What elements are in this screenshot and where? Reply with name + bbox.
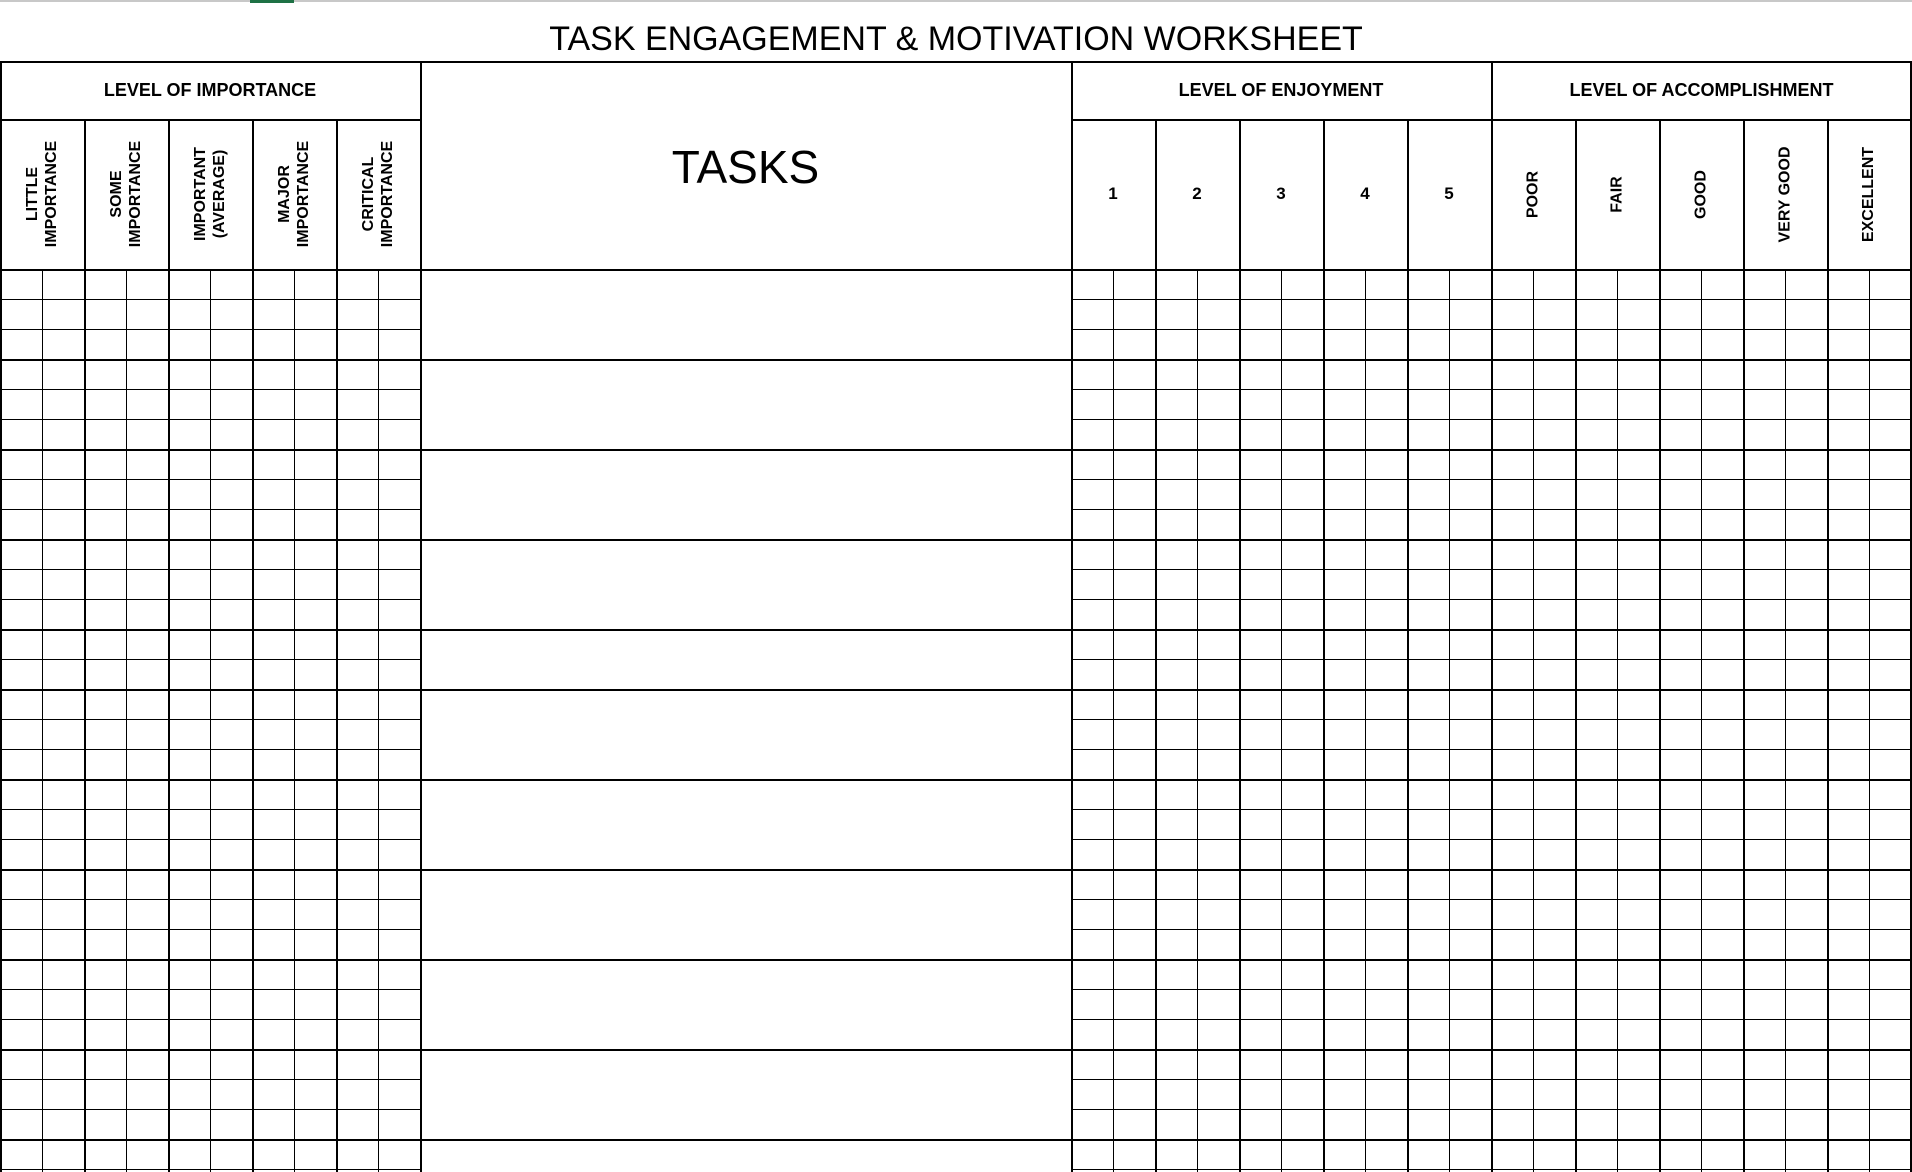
importance-header-1 [0, 119, 84, 269]
grid-row-border [1071, 299, 1912, 300]
grid-row-border [1071, 1079, 1912, 1080]
task-row-cell[interactable] [422, 361, 1071, 449]
grid-row-border [0, 989, 420, 990]
column-border [1323, 119, 1325, 1172]
importance-header-4 [252, 119, 336, 269]
accomplishment-header-label: VERY GOOD [1776, 145, 1794, 243]
sub-column-border [210, 269, 211, 1172]
grid-row-border [0, 389, 420, 390]
enjoyment-header-2: 2 [1192, 184, 1202, 203]
tasks-header: TASKS [671, 141, 820, 193]
column-border [84, 119, 86, 1172]
task-row-cell[interactable] [422, 541, 1071, 629]
grid-row-border [1071, 809, 1912, 810]
grid-row-border [1071, 569, 1912, 570]
accomplishment-header-3 [1659, 119, 1743, 269]
sub-column-border [1785, 269, 1786, 1172]
group-header-enjoyment: LEVEL OF ENJOYMENT [1178, 80, 1384, 100]
enjoyment-header-4: 4 [1360, 184, 1370, 203]
grid-row-border [0, 749, 420, 750]
task-row-border [0, 1139, 1912, 1141]
sub-column-border [126, 269, 127, 1172]
task-row-cell[interactable] [422, 631, 1071, 689]
accomplishment-header-5 [1827, 119, 1911, 269]
grid-row-border [1071, 659, 1912, 660]
grid-row-border [1071, 899, 1912, 900]
sub-column-border [1197, 269, 1198, 1172]
task-row-cell[interactable] [422, 1051, 1071, 1139]
task-row-cell[interactable] [422, 451, 1071, 539]
grid-row-border [0, 899, 420, 900]
grid-row-border [1071, 1169, 1912, 1170]
importance-header-5 [336, 119, 420, 269]
accomplishment-header-label: GOOD [1692, 169, 1710, 219]
enjoyment-header-5: 5 [1444, 184, 1454, 203]
task-row-cell[interactable] [422, 871, 1071, 959]
importance-header-line: SOME [108, 170, 125, 218]
grid-row-border [0, 1109, 420, 1110]
column-border [1659, 119, 1661, 1172]
worksheet-title: TASK ENGAGEMENT & MOTIVATION WORKSHEET [549, 20, 1363, 58]
importance-header-label [191, 147, 229, 241]
grid-row-border [0, 1079, 420, 1080]
importance-header-label [275, 141, 313, 247]
task-row-cell[interactable] [422, 271, 1071, 359]
sub-column-border [42, 269, 43, 1172]
importance-header-line: IMPORTANT [192, 147, 210, 241]
sub-column-border [294, 269, 295, 1172]
grid-row-border [0, 299, 420, 300]
importance-header-line: LITTLE [24, 166, 41, 222]
grid-row-border [0, 929, 420, 930]
column-border [1071, 61, 1073, 1172]
importance-header-line: IMPORTANCE [295, 140, 312, 248]
grid-row-border [0, 329, 420, 330]
column-border [1491, 61, 1493, 1172]
grid-row-border [1071, 929, 1912, 930]
task-row-cell[interactable] [422, 691, 1071, 779]
grid-row-border [0, 809, 420, 810]
grid-row-border [0, 599, 420, 600]
task-row-cell[interactable] [422, 961, 1071, 1049]
accomplishment-header-label: FAIR [1608, 175, 1626, 213]
sub-column-border [1701, 269, 1702, 1172]
column-border [0, 61, 2, 1172]
grid-row-border [0, 509, 420, 510]
column-border [1407, 119, 1409, 1172]
column-border [1743, 119, 1745, 1172]
importance-header-2 [84, 119, 168, 269]
group-header-importance: LEVEL OF IMPORTANCE [103, 80, 317, 100]
grid-row-border [1071, 419, 1912, 420]
grid-row-border [1071, 1109, 1912, 1110]
sub-column-border [1113, 269, 1114, 1172]
importance-header-line: IMPORTANCE [379, 140, 396, 248]
column-border [168, 119, 170, 1172]
enjoyment-header-3: 3 [1276, 184, 1286, 203]
importance-header-line: MAJOR [276, 165, 293, 223]
task-row-cell[interactable] [422, 781, 1071, 869]
column-border [252, 119, 254, 1172]
importance-header-line: CRITICAL [360, 156, 377, 232]
sub-column-border [378, 269, 379, 1172]
grid-row-border [0, 839, 420, 840]
grid-row-border [0, 1169, 420, 1170]
accomplishment-header-2 [1575, 119, 1659, 269]
column-border [1155, 119, 1157, 1172]
grid-row-border [1071, 749, 1912, 750]
importance-header-line: IMPORTANCE [43, 140, 60, 248]
grid-row-border [0, 479, 420, 480]
grid-row-border [0, 659, 420, 660]
importance-header-line: (AVERAGE) [211, 149, 229, 239]
grid-row-border [0, 419, 420, 420]
grid-row-border [1071, 839, 1912, 840]
importance-header-3 [168, 119, 252, 269]
grid-row-border [0, 719, 420, 720]
grid-row-border [1071, 479, 1912, 480]
grid-row-border [0, 569, 420, 570]
grid-row-border [1071, 599, 1912, 600]
grid-row-border [1071, 509, 1912, 510]
grid-row-border [0, 1019, 420, 1020]
importance-header-label [107, 141, 145, 247]
sub-column-border [1869, 269, 1870, 1172]
sub-column-border [1449, 269, 1450, 1172]
enjoyment-header-1: 1 [1108, 184, 1118, 203]
importance-header-label [23, 141, 61, 247]
column-border [336, 119, 338, 1172]
grid-row-border [1071, 989, 1912, 990]
importance-header-label [359, 141, 397, 247]
accomplishment-header-label: EXCELLENT [1860, 146, 1878, 242]
accomplishment-header-4 [1743, 119, 1827, 269]
column-border [1827, 119, 1829, 1172]
sub-column-border [1533, 269, 1534, 1172]
sub-column-border [1281, 269, 1282, 1172]
sub-column-border [1617, 269, 1618, 1172]
grid-row-border [1071, 719, 1912, 720]
importance-header-line: IMPORTANCE [127, 140, 144, 248]
column-border [1575, 119, 1577, 1172]
grid-row-border [1071, 389, 1912, 390]
sub-column-border [1365, 269, 1366, 1172]
column-border [1239, 119, 1241, 1172]
accomplishment-header-label: POOR [1524, 170, 1542, 218]
group-header-accomplishment: LEVEL OF ACCOMPLISHMENT [1569, 80, 1834, 100]
accomplishment-header-1 [1491, 119, 1575, 269]
grid-row-border [1071, 329, 1912, 330]
grid-row-border [1071, 1019, 1912, 1020]
